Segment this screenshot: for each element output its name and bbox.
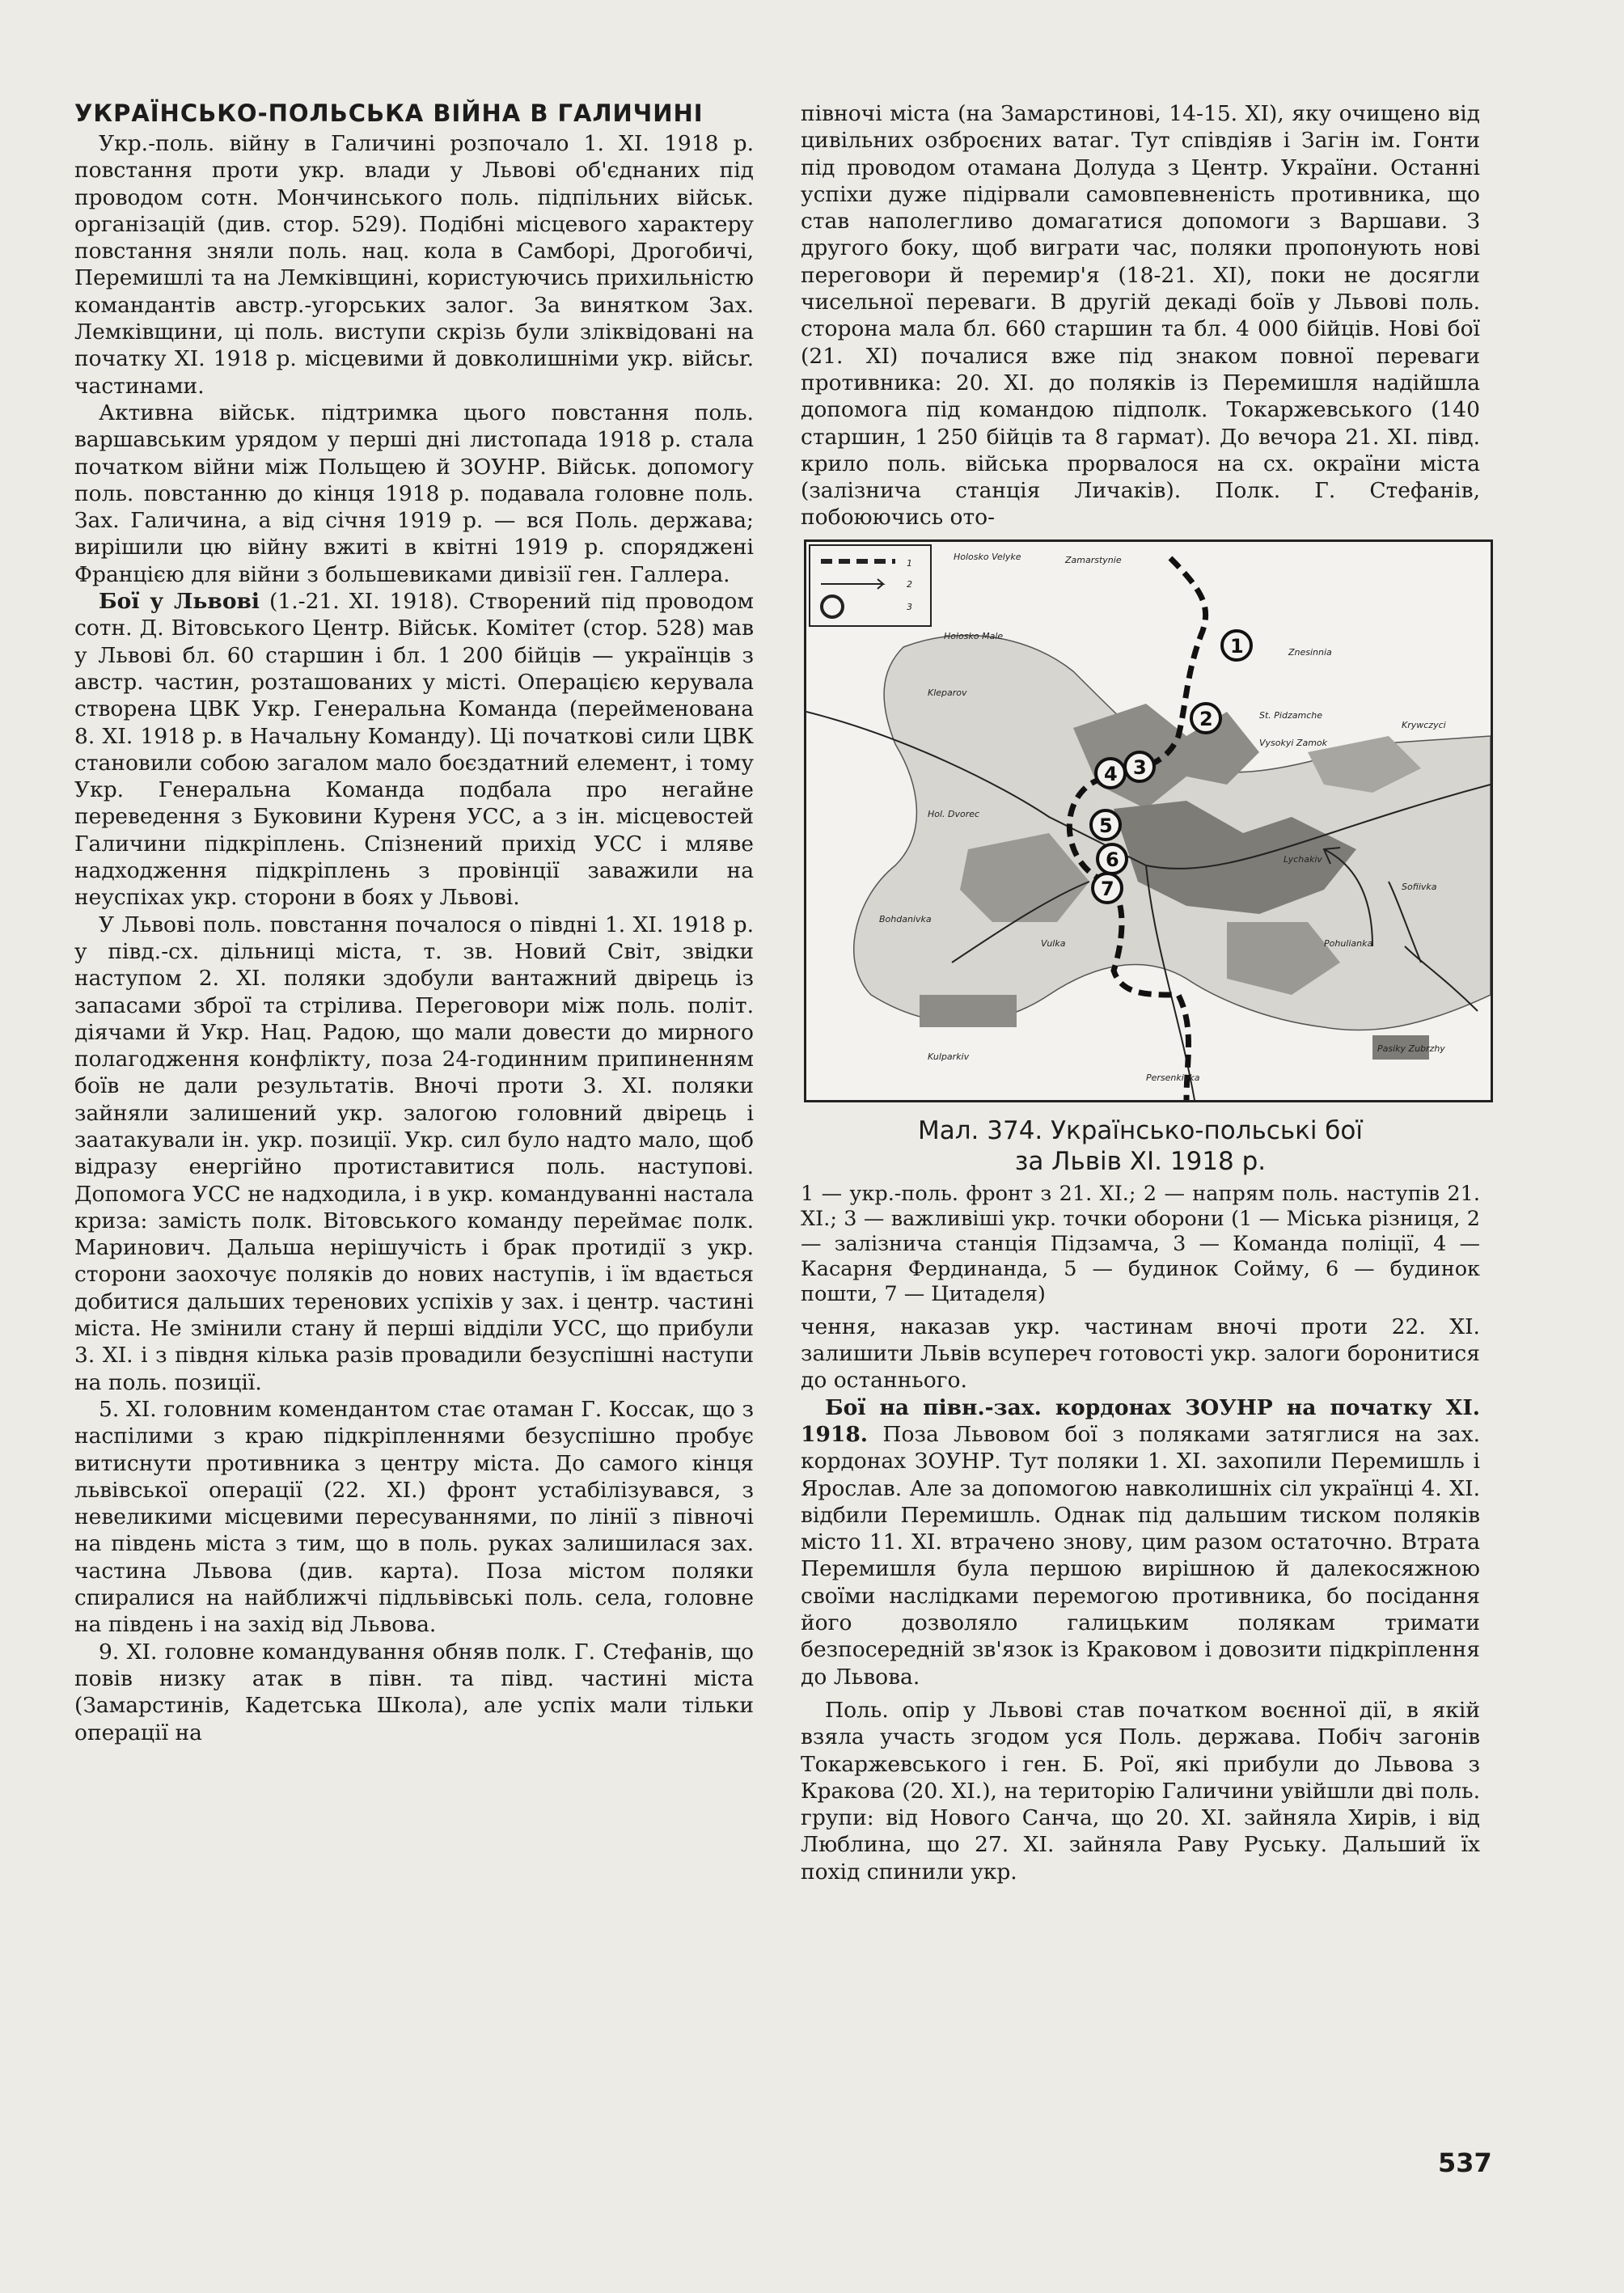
section-heading: Бої у Львові <box>99 589 260 615</box>
place-label: Pasiky Zubrzhy <box>1377 1043 1445 1054</box>
paragraph: Укр.-поль. війну в Галичині розпочало 1. XI. 1918 р. повстання проти укр. влади у Львові об'єднаних під проводом сотн. Мончинського поль. підпільних військ. організацій (див. стор. 529). Подібні місцевого характеру повстання зняли поль. нац. кола в Самборі, Дрогобичі, Перемишлі та на Лемківщині, користуючись прихильністю командантів австр.-угорських залог. За винятком Зах. Лемківщини, ці поль. виступи скрізь були зліквідовані на початку XI. 1918 р. місцевими й довколишніми укр. війсьr. частинами. <box>74 131 754 399</box>
defense-point-5 <box>1091 810 1120 840</box>
figure-legend: 1 — укр.-поль. фронт з 21. XI.; 2 — напрям поль. наступів 21. XI.; 3 — важливіші укр. точки оборони (1 — Міська різниця, 2 — залізнича станція Підзамча, 3 — Команда поліції, 4 — Касарня Фердинанда, 5 — будинок Сойму, 6 — будинок пошти, 7 — Цитаделя) <box>801 1181 1480 1306</box>
defense-point-6 <box>1097 844 1127 874</box>
svg-text:1: 1 <box>1230 634 1244 658</box>
place-label: Pohulianka <box>1324 937 1373 949</box>
page-number: 537 <box>1438 2147 1492 2178</box>
defense-point-2 <box>1191 704 1220 733</box>
place-label: Vulka <box>1041 937 1066 949</box>
svg-text:2: 2 <box>1199 707 1213 730</box>
place-label: Holosko Male <box>944 630 1004 641</box>
legend-box <box>810 545 931 626</box>
place-label: Holosko Velyke <box>954 551 1021 562</box>
paragraph <box>801 1394 1480 1690</box>
svg-text:6: 6 <box>1106 848 1119 871</box>
place-label: Hol. Dvorec <box>928 808 980 819</box>
legend-num-2: 2 <box>907 578 912 590</box>
figure-caption-line: за Львів XI. 1918 р. <box>1014 1146 1267 1176</box>
place-label: Znesinnia <box>1288 646 1332 658</box>
paragraph: чення, наказав укр. частинам вночі проти 22. XI. залишити Львів всупереч готовості укр. залоги боронитися до останнього. <box>801 1314 1480 1394</box>
place-label: Lychakiv <box>1284 853 1322 865</box>
svg-text:3: 3 <box>1133 755 1147 779</box>
left-column <box>74 100 754 1746</box>
section-heading: Бої на півн.-зах. кордонах ЗОУНР на початку XI. 1918. <box>801 1394 1480 1447</box>
place-label: Zamarstynie <box>1065 554 1122 565</box>
place-label: Kulparkiv <box>928 1051 970 1062</box>
svg-text:5: 5 <box>1099 814 1113 837</box>
paragraph: У Львові поль. повстання почалося о півдні 1. XI. 1918 р. у півд.-сх. дільниці міста, т. зв. Новий Світ, звідки наступом 2. XI. поляки здобули вантажний двірець із запасами зброї та стрілива. Переговори між поль. політ. діячами й Укр. Нац. Радою, що мали довести до мирного полагодження конфлікту, поза 24-годинним припиненням боїв не дали результатів. Вночі проти 3. XI. поляки зайняли залишений укр. залогою головний двірець і заатакували ін. укр. позиції. Укр. сил було надто мало, щоб відразу енергійно протиставитися поль. наступові. Допомога УСС не надходила, і в укр. командуванні настала криза: замість полк. Вітовського команду переймає полк. Маринович. Дальша нерішучість і брак протидії з укр. сторони заохочує поляків до нових наступів, і їм вдається добитися дальших теренових успіхів у зах. і центр. частині міста. Не змінили стану й перші відділи УСС, що прибули 3. XI. і з півдня кілька разів провадили безуспішні наступи на поль. позиції. <box>74 912 754 1395</box>
section-dates: (1.-21. XI. 1918). <box>259 589 459 615</box>
right-column <box>801 100 1480 1885</box>
place-label: Sofiivka <box>1402 881 1437 892</box>
figure-caption-line: Мал. 374. Українсько-польські бої <box>917 1115 1364 1145</box>
figure-caption-title <box>801 1115 1480 1177</box>
paragraph <box>74 588 754 912</box>
defense-point-3 <box>1125 752 1154 781</box>
place-label: Persenkivka <box>1146 1072 1200 1083</box>
svg-text:4: 4 <box>1104 762 1118 785</box>
paragraph: Активна військ. підтримка цього повстання поль. варшавським урядом у перші дні листопада 1918 р. стала початком війни між Польщею й ЗОУНР. Військ. допомогу поль. повстанню до кінця 1918 р. подавала головне поль. Зах. Галичина, а від січня 1919 р. — вся Поль. держава; вирішили цю війну вжиті в квітні 1919 р. споряджені Францією для війни з большевиками дивізії ген. Галлера. <box>74 400 754 587</box>
map-figure <box>804 539 1493 1102</box>
paragraph: півночі міста (на Замарстинові, 14-15. XI), яку очищено від цивільних озброєних ватаг. Тут співдіяв і Загін ім. Гонти під проводом отамана Долуда з Центр. України. Останні успіхи дуже підірвали самовпевненість противника, що став наполегливо домагатися допомоги з Варшави. З другого боку, щоб виграти час, поляки пропонують нові переговори й перемир'я (18-21. XI), поки не досягли чисельної переваги. В другій декаді боїв у Львові поль. сторона мала бл. 660 старшин та бл. 4 000 бійців. Нові бої (21. XI) почалися вже під знаком повної переваги противника: 20. XI. до поляків із Перемишля надійшла допомога під командою підполк. Токаржевського (140 старшин, 1 250 бійців та 8 гармат). До вечора 21. XI. півд. крило поль. війська прорвалося на сх. окраїни міста (залізнича станція Личаків). Полк. Г. Стефанів, побоюючись ото- <box>801 101 1480 531</box>
defense-point-1 <box>1222 631 1251 660</box>
section-text: Поза Львовом бої з поляками затяглися на зах. кордонах ЗОУНР. Тут поляки 1. XI. захопили Перемишль і Ярослав. Але за допомогою навколишніх сіл українці 4. XI. відбили Перемишль. Однак під дальшим тиском поляків місто 11. XI. втрачено знову, цим разом остаточно. Втрата Перемишля була першою вирішною й далекосяжною своїми наслідками перемогою противника, бо посідання його дозволяло галицьким полякам тримати безпосередній зв'язок із Краковом і довозити підкріплення до Львова. <box>801 1421 1480 1690</box>
defense-point-7 <box>1093 874 1122 903</box>
defense-point-4 <box>1096 759 1125 788</box>
place-label: Kleparov <box>928 687 967 698</box>
built-area-southwest <box>920 995 1017 1027</box>
legend-num-3: 3 <box>907 601 912 612</box>
article-heading: УКРАЇНСЬКО-ПОЛЬСЬКА ВІЙНА В ГАЛИЧИНІ <box>74 99 704 127</box>
paragraph: Поль. опір у Львові став початком воєнної дії, в якій взяла участь згодом уся Поль. держава. Побіч загонів Токаржевського і ген. Б. Рої, які прибули до Львова з Кракова (20. XI.), на територію Галичини увійшли дві поль. групи: від Нового Санча, що 20. XI. зайняла Хирів, і від Люблина, що 27. XI. зайняла Раву Руську. Дальший їх похід спинили укр. <box>801 1697 1480 1885</box>
svg-text:7: 7 <box>1101 877 1114 900</box>
paragraph: 9. XI. головне командування обняв полк. Г. Стефанів, що повів низку атак в півн. та півд. частині міста (Замарстинів, Кадетська Школа), але успіх мали тільки операції на <box>74 1639 754 1745</box>
place-label: Vysokyi Zamok <box>1259 737 1328 748</box>
legend-num-1: 1 <box>907 557 912 569</box>
paragraph: 5. XI. головним комендантом стає отаман Г. Коссак, що з наспілими з краю підкріпленнями безуспішно пробує витиснути противника з центру міста. До самого кінця львівської операції (22. XI.) фронт устабілізувався, з невеликими місцевими пересуваннями, по лінії з півночі на південь міста з тим, що в поль. руках залишилася зах. частина Львова (див. карта). Поза містом поляки спиралися на найближчі підльвівські поль. села, головне на південь і на захід від Львова. <box>74 1396 754 1638</box>
place-label: Krywczyci <box>1402 719 1446 730</box>
place-label: St. Pidzamche <box>1259 709 1322 721</box>
lviv-battle-map <box>806 542 1491 1100</box>
section-text: Створений під проводом сотн. Д. Вітовського Центр. Військ. Комітет (стор. 528) мав у Львові бл. 60 старшин і бл. 1 200 бійців — українців з австр. частин, розташованих у місті. Операцією керувала створена ЦВК Укр. Генеральна Команда (перейменована 8. XI. 1918 р. в Начальну Команду). Ці початкові сили ЦВК становили собою загалом мало боєздатний елемент, і тому Укр. Генеральна Команда подбала про негайне переведення з Буковини Куреня УСС, а з ін. місцевостей Галичини підкріплень. Спізнений прихід УСС і мляве надходження підкріплень з провінції заважили на неуспіхах укр. сторони в боях у Львові. <box>74 589 754 911</box>
place-label: Bohdanivka <box>879 913 932 924</box>
